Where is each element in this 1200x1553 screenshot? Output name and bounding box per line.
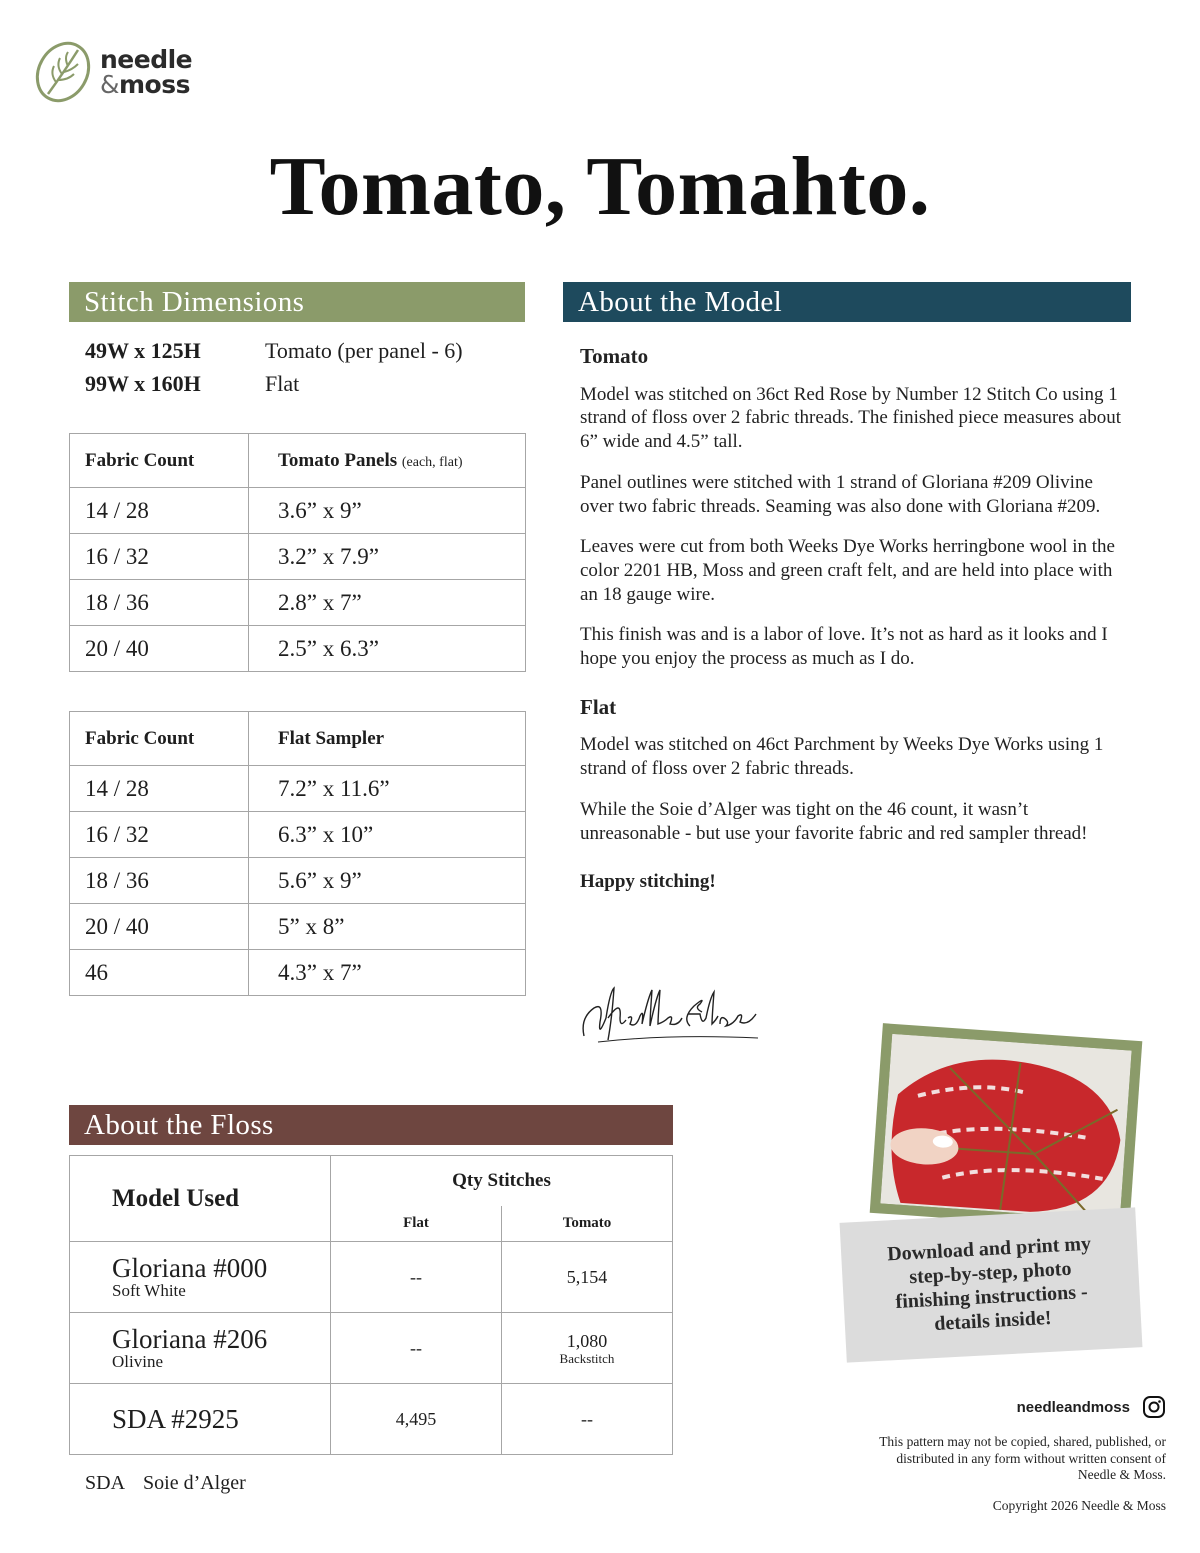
table-row: 18 / 36 5.6” x 9” bbox=[70, 858, 526, 904]
tomato-heading: Tomato bbox=[580, 344, 649, 368]
table-row: Gloriana #206 Olivine -- 1,080 Backstitch bbox=[70, 1313, 673, 1384]
finishing-instructions-callout: Download and print my step-by-step, photo finishing instructions - details inside! bbox=[840, 1207, 1143, 1362]
paragraph: While the Soie d’Alger was tight on the 46 count, it wasn’t unreasonable - but use your favorite fabric and red sampler thread! bbox=[580, 798, 1088, 844]
instagram-handle: needleandmoss bbox=[1017, 1395, 1166, 1419]
paragraph: Model was stitched on 46ct Parchment by Weeks Dye Works using 1 strand of floss over 2 fabric threads. bbox=[580, 734, 1104, 780]
dimension-row: 99W x 160H Flat bbox=[85, 371, 300, 396]
table-row: 14 / 28 3.6” x 9” bbox=[70, 488, 526, 534]
dimension-row: 49W x 125H Tomato (per panel - 6) bbox=[85, 338, 463, 363]
table-row: 20 / 40 2.5” x 6.3” bbox=[70, 626, 526, 672]
stitch-dimensions-header: Stitch Dimensions bbox=[69, 282, 525, 322]
stitch-dimensions-list bbox=[85, 338, 463, 404]
tomato-panels-table bbox=[69, 433, 526, 672]
table-row: 46 4.3” x 7” bbox=[70, 950, 526, 996]
table-row: 16 / 32 6.3” x 10” bbox=[70, 812, 526, 858]
paragraph: Panel outlines were stitched with 1 strand of Gloriana #209 Olivine over two fabric threads. Seaming was also done with Gloriana #209. bbox=[580, 471, 1101, 517]
paragraph: This finish was and is a labor of love. It’s not as hard as it looks and I hope you enjoy the process as much as I do. bbox=[580, 624, 1108, 670]
leaf-icon bbox=[34, 38, 92, 106]
page-title: Tomato, Tomahto. bbox=[269, 140, 931, 233]
legal-notice: This pattern may not be copied, shared, published, or distributed in any form without written consent of Needle & Moss. bbox=[879, 1434, 1166, 1482]
table-row: Gloriana #000 Soft White -- 5,154 bbox=[70, 1242, 673, 1313]
abbreviation-key: SDA Soie d’Alger bbox=[85, 1472, 246, 1494]
signoff: Happy stitching! bbox=[580, 871, 716, 893]
table-header-row: Fabric Count Tomato Panels (each, flat) bbox=[70, 434, 526, 488]
tomato-photo-image bbox=[880, 1034, 1131, 1220]
table-subheader-row: Flat Tomato bbox=[70, 1206, 673, 1242]
copyright: Copyright 2026 Needle & Moss bbox=[992, 1498, 1166, 1513]
about-model-text bbox=[580, 345, 1125, 911]
finished-tomato-photo bbox=[870, 1023, 1143, 1231]
table-header-row: Fabric Count Flat Sampler bbox=[70, 712, 526, 766]
brand-logo bbox=[34, 38, 192, 106]
brand-wordmark: needle &moss bbox=[100, 45, 193, 99]
table-row: 20 / 40 5” x 8” bbox=[70, 904, 526, 950]
table-row: 16 / 32 3.2” x 7.9” bbox=[70, 534, 526, 580]
about-model-header: About the Model bbox=[563, 282, 1131, 322]
table-header-row: Model Used Qty Stitches bbox=[70, 1156, 673, 1206]
flat-sampler-table bbox=[69, 711, 526, 996]
floss-table bbox=[69, 1155, 673, 1455]
table-row: SDA #2925 4,495 -- bbox=[70, 1384, 673, 1455]
about-floss-header: About the Floss bbox=[69, 1105, 673, 1145]
table-row: 18 / 36 2.8” x 7” bbox=[70, 580, 526, 626]
instagram-icon bbox=[1142, 1395, 1166, 1419]
paragraph: Leaves were cut from both Weeks Dye Works herringbone wool in the color 2201 HB, Moss and green craft felt, and are held into place with an 18 gauge wire. bbox=[580, 536, 1115, 605]
flat-heading: Flat bbox=[580, 694, 617, 719]
paragraph: Model was stitched on 36ct Red Rose by Number 12 Stitch Co using 1 strand of floss over 2 fabric threads. The finished piece measures about 6” wide and 4.5” tall. bbox=[580, 383, 1121, 453]
signature bbox=[578, 978, 768, 1050]
table-row: 14 / 28 7.2” x 11.6” bbox=[70, 766, 526, 812]
